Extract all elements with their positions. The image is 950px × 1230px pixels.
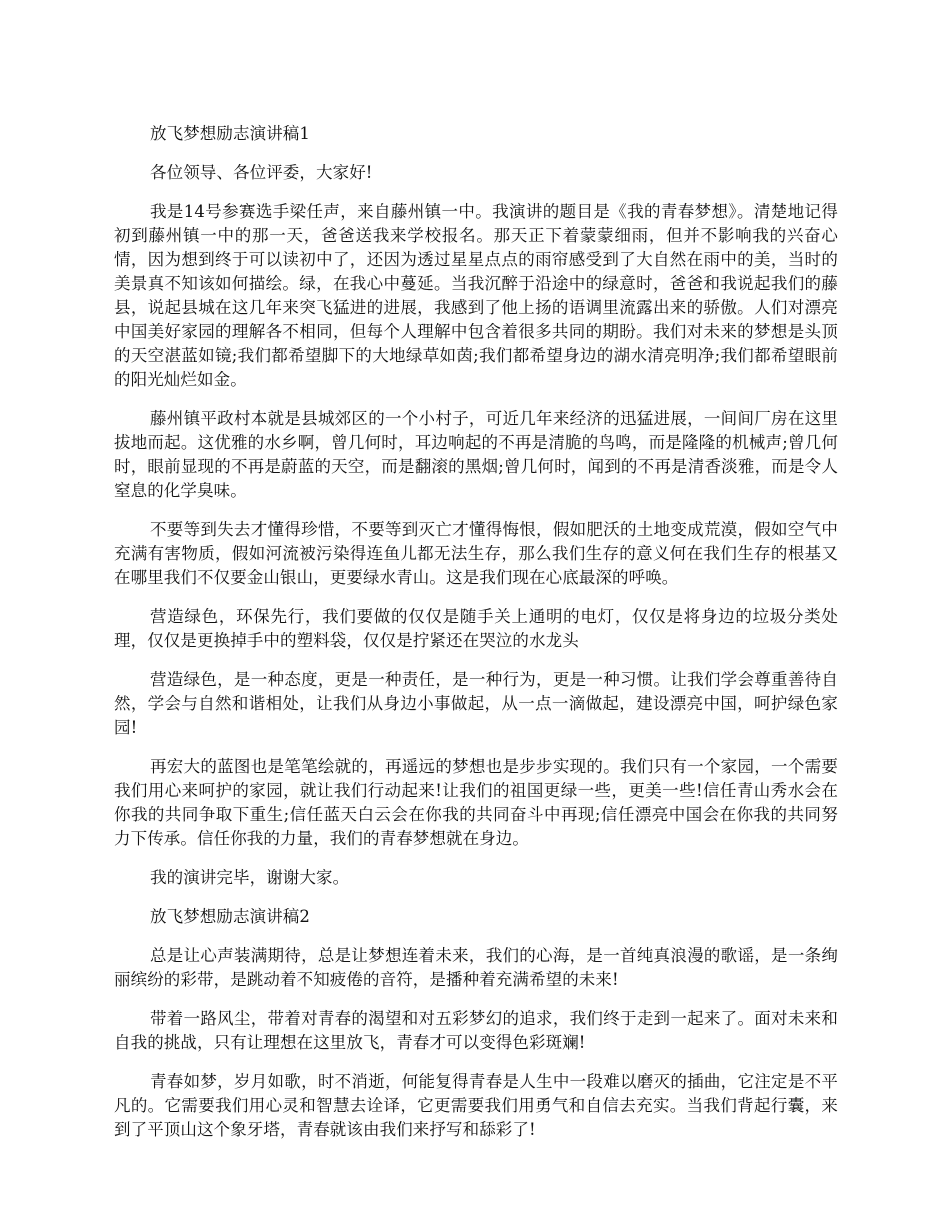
greeting-paragraph: 各位领导、各位评委，大家好! <box>150 163 373 182</box>
body-paragraph: 带着一路风尘，带着对青春的渴望和对五彩梦幻的追求，我们终于走到一起来了。面对未来和自我的挑战，只有让理想在这里放飞，青春才可以变得色彩斑斓! <box>114 1009 838 1052</box>
body-paragraph: 我是14号参赛选手梁任声，来自藤州镇一中。我演讲的题目是《我的青春梦想》。清楚地记得初到藤州镇一中的那一天，爸爸送我来学校报名。那天正下着蒙蒙细雨，但并不影响我的兴奋心情，因为想到终于可以读初中了，还因为透过星星点点的雨帘感受到了大自然在雨中的美，当时的美景真不知该如何描绘。绿，在我心中蔓延。当我沉醉于沿途中的绿意时，爸爸和我说起我们的藤县，说起县城在这几年来突飞猛进的进展，我感到了他上扬的语调里流露出来的骄傲。人们对漂亮中国美好家园的理解各不相同，但每个人理解中包含着很多共同的期盼。我们对未来的梦想是头顶的天空湛蓝如镜;我们都希望脚下的大地绿草如茵;我们都希望身边的湖水清亮明净;我们都希望眼前的阳光灿烂如金。 <box>114 202 838 389</box>
closing-paragraph: 我的演讲完毕，谢谢大家。 <box>150 868 350 887</box>
body-paragraph: 营造绿色，是一种态度，更是一种责任，是一种行为，更是一种习惯。让我们学会尊重善待自然，学会与自然和谐相处，让我们从身边小事做起，从一点一滴做起，建设漂亮中国，呵护绿色家园! <box>114 670 838 737</box>
body-paragraph: 不要等到失去才懂得珍惜，不要等到灭亡才懂得悔恨，假如肥沃的土地变成荒漠，假如空气中充满有害物质，假如河流被污染得连鱼儿都无法生存，那么我们生存的意义何在我们生存的根基又在哪里我们不仅要金山银山，更要绿水青山。这是我们现在心底最深的呼唤。 <box>114 520 838 587</box>
body-paragraph: 藤州镇平政村本就是县城郊区的一个小村子，可近几年来经济的迅猛进展，一间间厂房在这里拔地而起。这优雅的水乡啊，曾几何时，耳边响起的不再是清脆的鸟鸣，而是隆隆的机械声;曾几何时，眼前显现的不再是蔚蓝的天空，而是翻滚的黑烟;曾几何时，闻到的不再是清香淡雅，而是令人窒息的化学臭味。 <box>114 409 838 500</box>
body-paragraph: 青春如梦，岁月如歌，时不消逝，何能复得青春是人生中一段难以磨灭的插曲，它注定是不平凡的。它需要我们用心灵和智慧去诠译，它更需要我们用勇气和自信去充实。当我们背起行囊，来到了平顶山这个象牙塔，青春就该由我们来抒写和舔彩了! <box>114 1072 838 1139</box>
document-body <box>114 122 838 1157</box>
speech-title-2: 放飞梦想励志演讲稿2 <box>150 907 310 926</box>
body-paragraph: 总是让心声装满期待，总是让梦想连着未来，我们的心海，是一首纯真浪漫的歌谣，是一条绚丽缤纷的彩带，是跳动着不知疲倦的音符，是播种着充满希望的未来! <box>114 946 838 989</box>
body-paragraph: 营造绿色，环保先行，我们要做的仅仅是随手关上通明的电灯，仅仅是将身边的垃圾分类处理，仅仅是更换掉手中的塑料袋，仅仅是拧紧还在哭泣的水龙头 <box>114 607 838 650</box>
body-paragraph: 再宏大的蓝图也是笔笔绘就的，再遥远的梦想也是步步实现的。我们只有一个家园，一个需要我们用心来呵护的家园，就让我们行动起来!让我们的祖国更绿一些，更美一些!信任青山秀水会在你我的共同争取下重生;信任蓝天白云会在你我的共同奋斗中再现;信任漂亮中国会在你我的共同努力下传承。信任你我的力量，我们的青春梦想就在身边。 <box>114 757 838 848</box>
speech-title-1: 放飞梦想励志演讲稿1 <box>150 124 310 143</box>
